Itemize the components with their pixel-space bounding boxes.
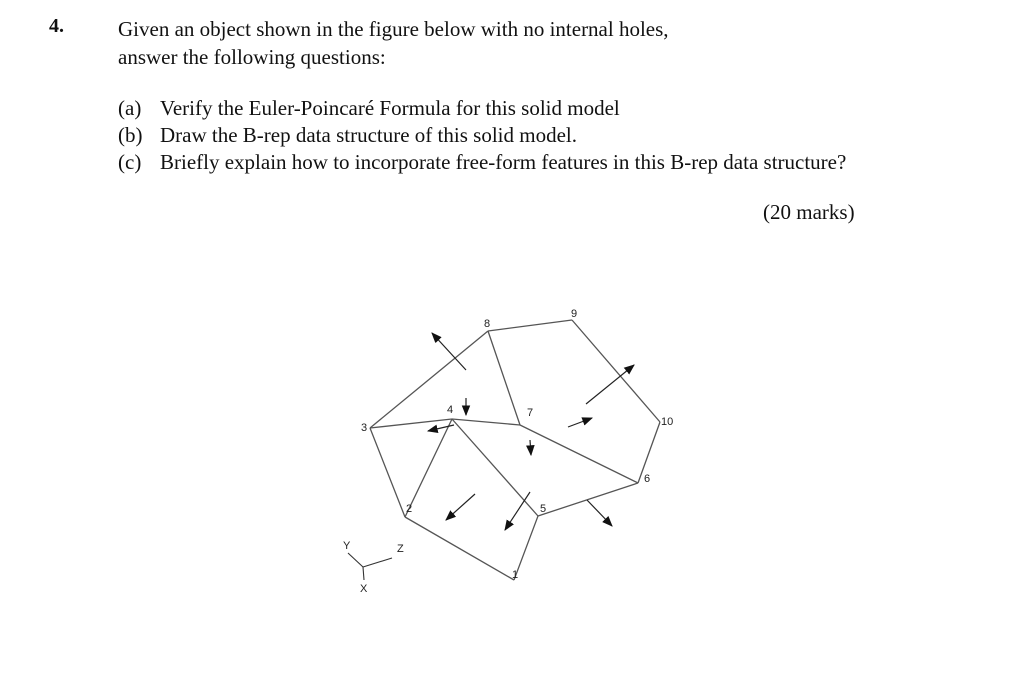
vertex-label-10: 10 [661, 416, 674, 428]
vertex-label-3: 3 [361, 422, 368, 434]
coordinate-axes [348, 553, 392, 580]
axis-labels [343, 540, 404, 595]
normal-arrows [428, 333, 634, 530]
marks-label: (20 marks) [763, 200, 855, 224]
vertex-label-7: 7 [527, 407, 534, 419]
part-b-text: Draw the B-rep data structure of this solid model. [160, 123, 577, 147]
part-c-text: Briefly explain how to incorporate free-form features in this B-rep data structure? [160, 150, 847, 174]
arrow-lower-left [446, 494, 475, 520]
edge-3-4 [370, 419, 452, 428]
edge-9-10 [572, 320, 660, 422]
vertex-label-5: 5 [540, 503, 547, 515]
axis-z [363, 558, 392, 567]
axis-label-z: Z [397, 543, 404, 555]
axis-label-y: Y [343, 540, 351, 552]
edge-1-2 [405, 517, 514, 580]
vertex-labels [361, 308, 673, 581]
part-a-text: Verify the Euler-Poincaré Formula for this solid model [160, 96, 620, 120]
edge-7-4 [452, 419, 520, 425]
vertex-label-9: 9 [571, 308, 578, 320]
edge-2-3 [370, 428, 405, 517]
vertex-label-1: 1 [512, 569, 519, 581]
stem-line-1: Given an object shown in the figure below with no internal holes, [118, 17, 669, 41]
arrow-right-7 [568, 418, 592, 427]
vertex-label-8: 8 [484, 318, 491, 330]
arrow-front [505, 492, 530, 530]
part-a-label: (a) [118, 96, 142, 120]
model-edges [370, 320, 660, 580]
axis-x [363, 567, 364, 580]
arrow-down-7 [530, 440, 531, 455]
arrow-left [428, 425, 454, 431]
axis-label-x: X [360, 583, 368, 595]
edge-7-6 [520, 425, 638, 483]
vertex-label-4: 4 [447, 404, 454, 416]
edge-3-8 [370, 331, 488, 428]
axis-y [348, 553, 363, 567]
vertex-label-6: 6 [644, 473, 651, 485]
part-c-label: (c) [118, 150, 142, 174]
stem-line-2: answer the following questions: [118, 45, 386, 69]
arrow-top [432, 333, 466, 370]
edge-6-5 [538, 483, 638, 516]
edge-8-9 [488, 320, 572, 331]
edge-8-7 [488, 331, 520, 425]
arrow-lower-right [587, 500, 612, 526]
vertex-label-2: 2 [406, 503, 413, 515]
edge-4-5 [452, 419, 538, 516]
question-number: 4. [49, 15, 64, 37]
part-b-label: (b) [118, 123, 143, 147]
